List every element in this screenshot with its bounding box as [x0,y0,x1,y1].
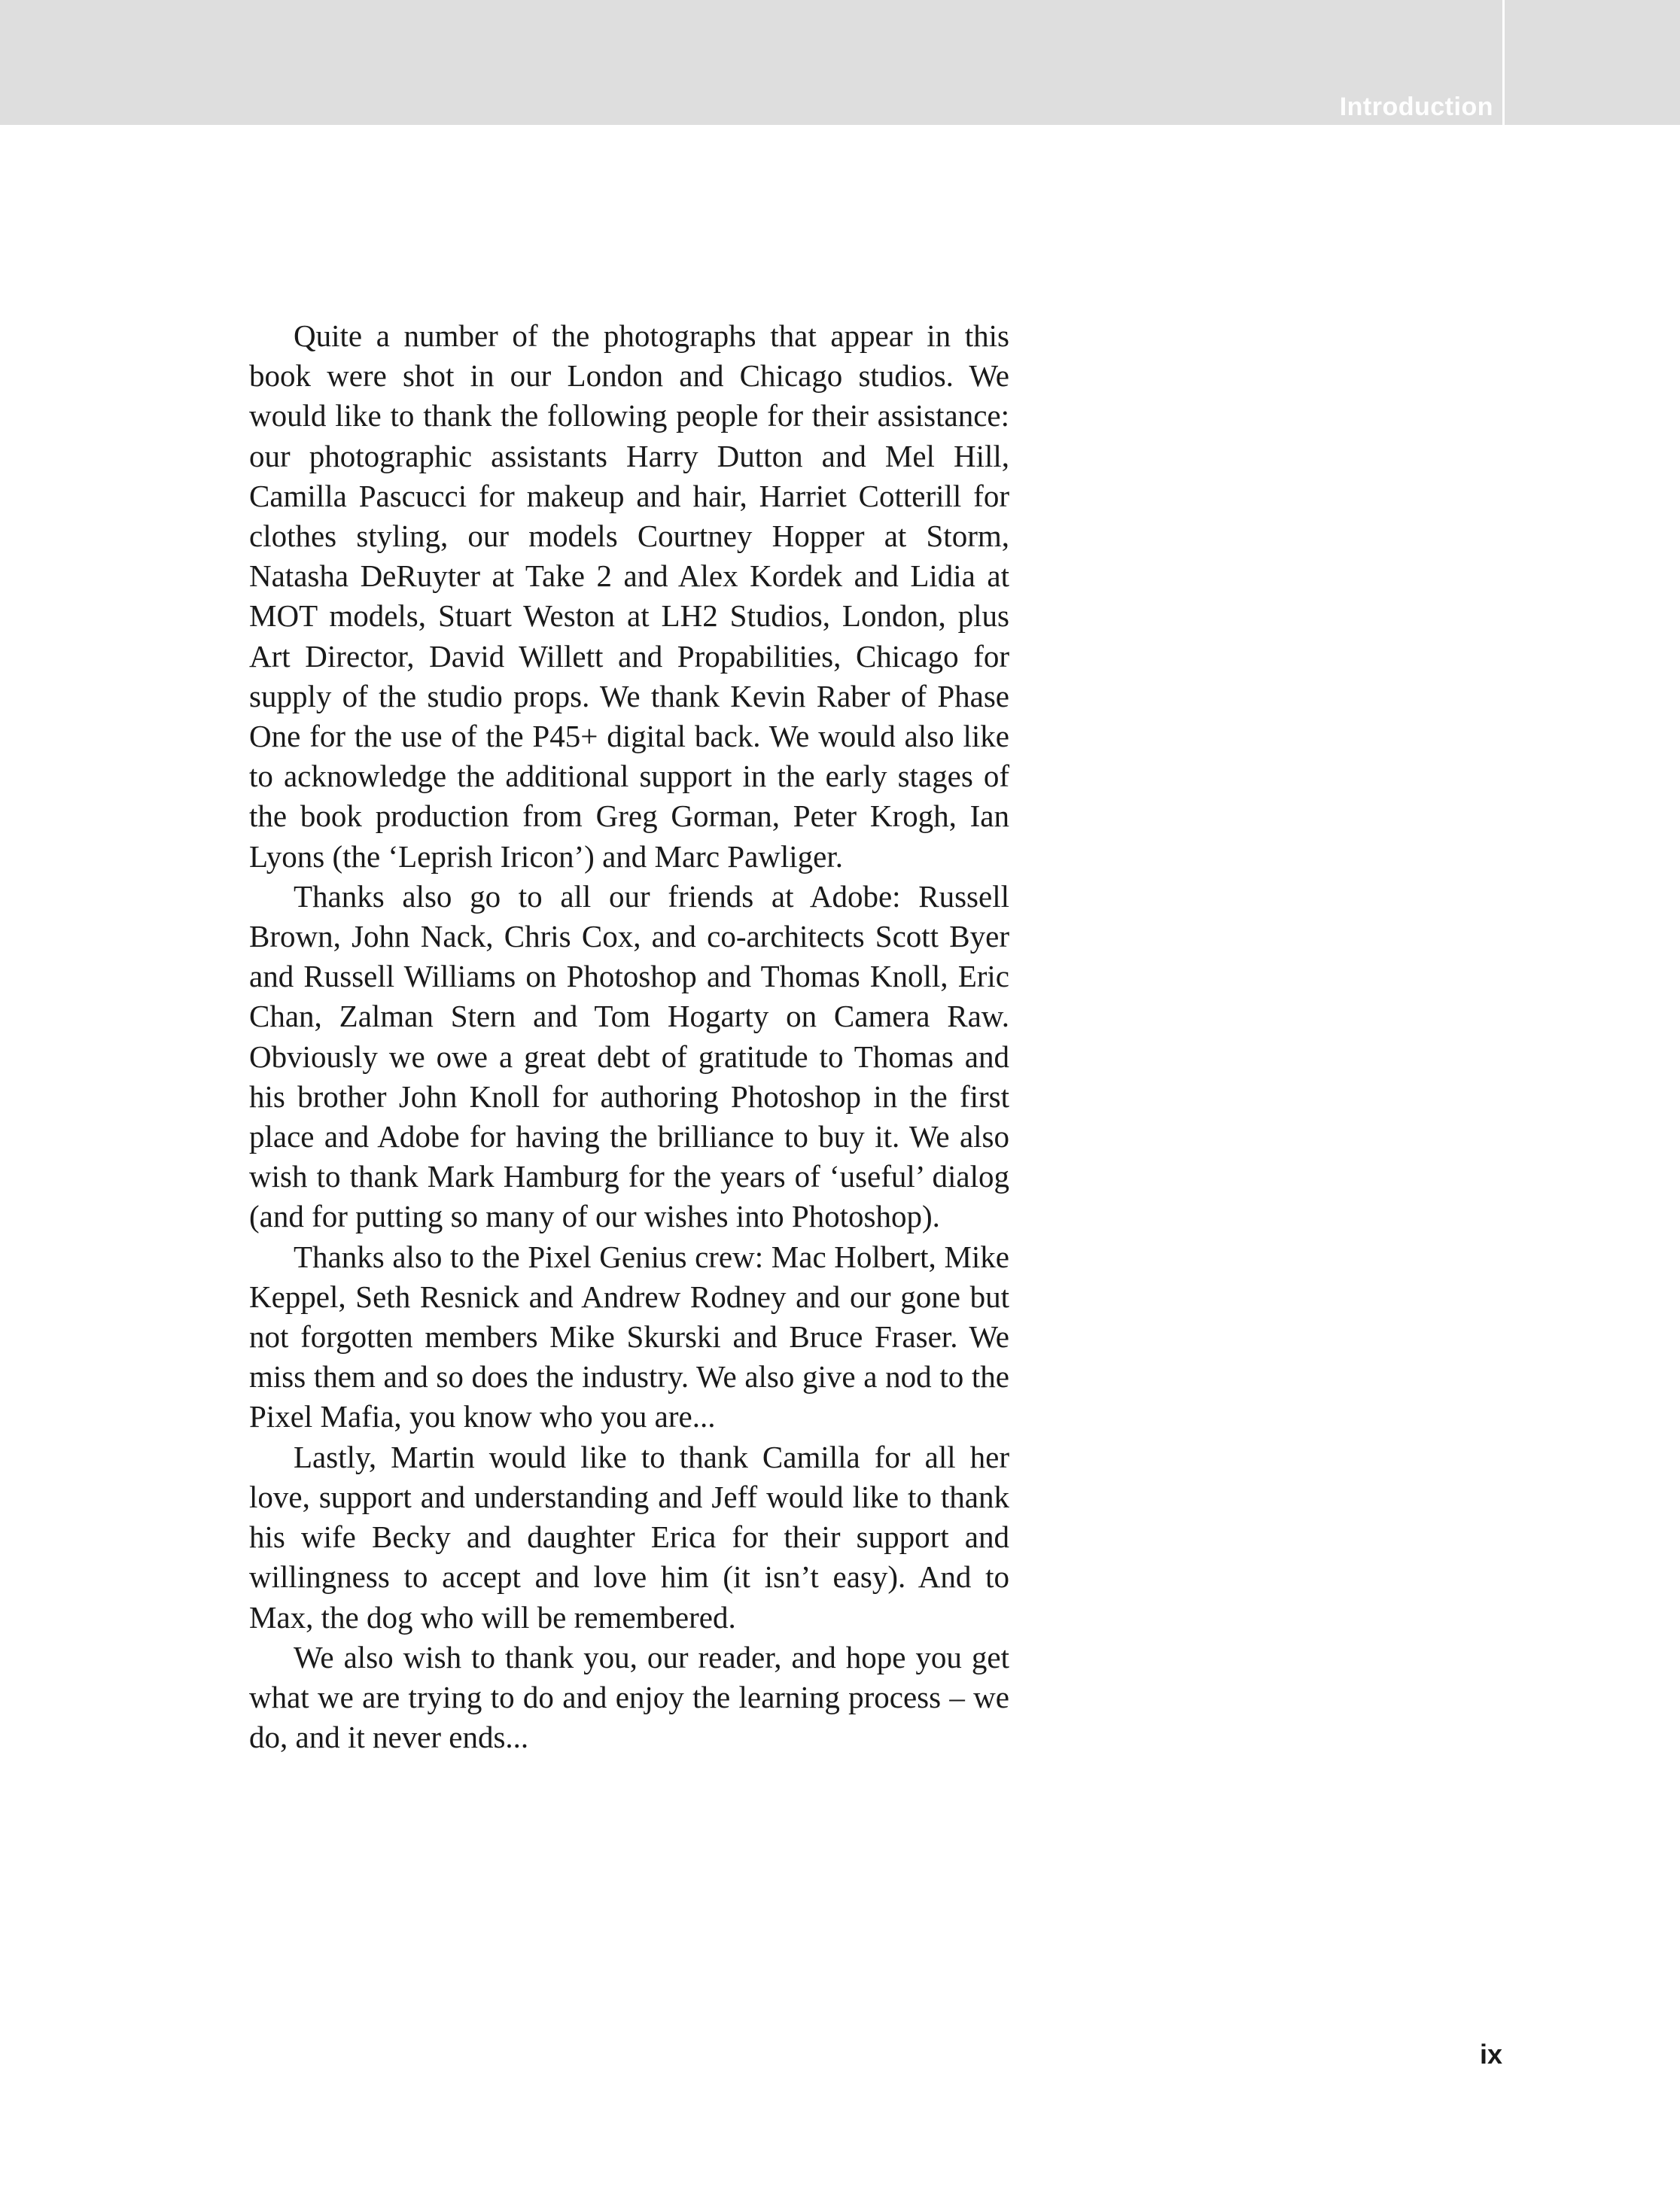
paragraph-reader-thanks: We also wish to thank you, our reader, and hope you get what we are trying to do and enjoy the learning process – we do, and it never ends... [249,1639,1009,1755]
paragraph-photography-credits: Quite a number of the photographs that appear in this book were shot in our London and Chicago studios. We would like to thank the following people for their assistance: our photographic assistants Harry Dutton and Mel Hill, Camilla Pascucci for makeup and hair, Harriet Cotterill for clothes styling, our models Courtney Hopper at Storm, Natasha DeRuyter at Take 2 and Alex Kordek and Lidia at MOT models, Stuart Weston at LH2 Studios, London, plus Art Director, David Willett and Propabilities, Chicago for supply of the studio props. We thank Kevin Raber of Phase One for the use of the P45+ digital back. We would also like to acknowledge the additional support in the early stages of the book production from Greg Gorman, Peter Krogh, Ian Lyons (the ‘Leprish Iricon’) and Marc Pawliger. [249,318,1009,874]
paragraph-pixel-genius-thanks: Thanks also to the Pixel Genius crew: Mac Holbert, Mike Keppel, Seth Resnick and Andrew Rodney and our gone but not forgotten members Mike Skurski and Bruce Fraser. We miss them and so does the industry. We also give a nod to the Pixel Mafia, you know who you are... [249,1239,1009,1434]
page-number: ix [1479,2039,1502,2070]
body-text [249,316,1009,1757]
header-divider [1502,0,1505,125]
section-title: Introduction [1339,93,1493,121]
paragraph-adobe-thanks: Thanks also go to all our friends at Adobe: Russell Brown, John Nack, Chris Cox, and co-architects Scott Byer and Russell Williams on Photoshop and Thomas Knoll, Eric Chan, Zalman Stern and Tom Hogarty on Camera Raw. Obviously we owe a great debt of gratitude to Thomas and his brother John Knoll for authoring Photoshop in the first place and Adobe for having the brilliance to buy it. We also wish to thank Mark Hamburg for the years of ‘useful’ dialog (and for putting so many of our wishes into Photoshop). [249,878,1009,1234]
paragraph-family-thanks: Lastly, Martin would like to thank Camilla for all her love, support and understanding and Jeff would like to thank his wife Becky and daughter Erica for their support and willingness to accept and love him (it isn’t easy). And to Max, the dog who will be remembered. [249,1439,1009,1635]
